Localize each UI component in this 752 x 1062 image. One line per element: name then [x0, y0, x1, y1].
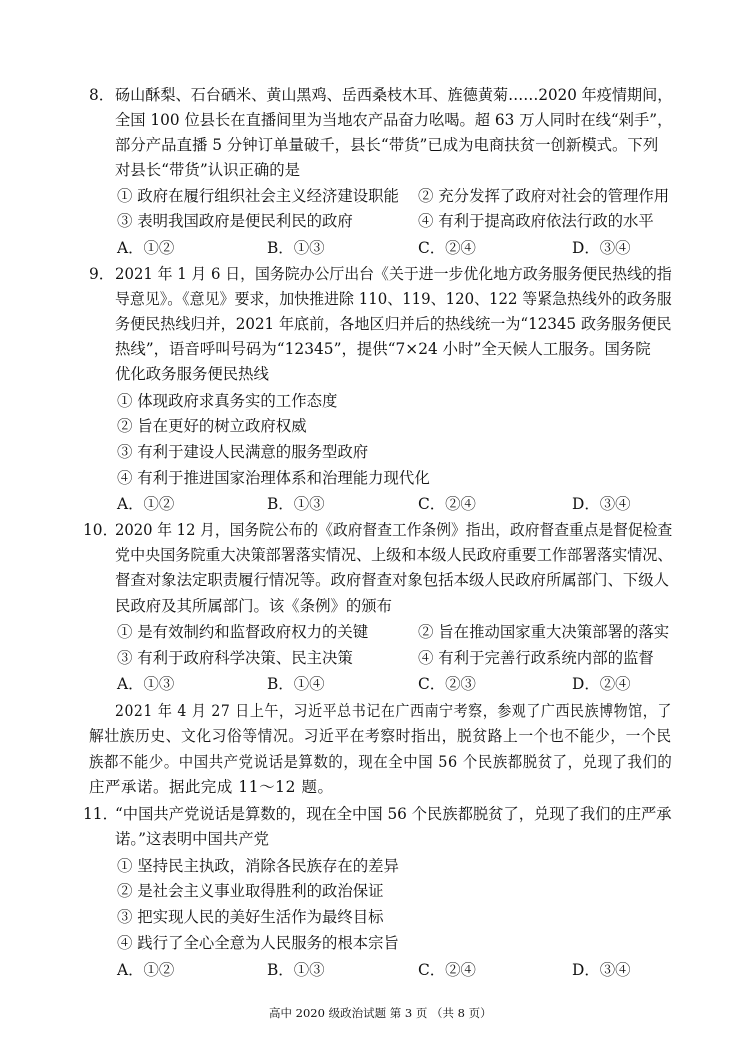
- question-number: 8．: [89, 86, 115, 104]
- answer-choice-d: D．③④: [572, 961, 631, 979]
- option-statement: ② 充分发挥了政府对社会的管理作用: [418, 187, 670, 205]
- question-text-line: 部分产品直播 5 分钟订单量破千，县长“带货”已成为电商扶贫一创新模式。下列: [115, 136, 659, 154]
- answer-choice-d: D．③④: [572, 495, 631, 513]
- answer-choice-a: A．①②: [117, 495, 175, 513]
- material-text-line: 族都不能少。中国共产党说话是算数的，现在全中国 56 个民族都脱贫了，兑现了我们的: [89, 753, 673, 771]
- answer-choice-b: B．①③: [267, 239, 325, 257]
- question-text-line: “中国共产党说话是算数的，现在全中国 56 个民族都脱贫了，兑现了我们的庄严承: [115, 805, 672, 823]
- option-statement: ③ 表明我国政府是便民利民的政府: [117, 212, 353, 230]
- question-text-line: 优化政务服务便民热线: [115, 365, 269, 383]
- question-number: 10．: [83, 521, 118, 539]
- answer-choice-c: C．②③: [418, 675, 476, 693]
- option-statement: ① 政府在履行组织社会主义经济建设职能: [117, 187, 399, 205]
- answer-choice-a: A．①②: [117, 239, 175, 257]
- option-statement: ① 坚持民主执政，消除各民族存在的差异: [117, 857, 399, 875]
- question-text-line: 导意见》。《意见》要求，加快推进除 110、119、120、122 等紧急热线外的政务服: [115, 290, 672, 308]
- option-statement: ① 是有效制约和监督政府权力的关键: [117, 623, 369, 641]
- option-statement: ④ 有利于完善行政系统内部的监督: [418, 649, 654, 667]
- option-statement: ③ 有利于政府科学决策、民主决策: [117, 649, 353, 667]
- question-text-line: 热线”，语音呼叫号码为“12345”，提供“7×24 小时”全天候人工服务。国务院: [115, 340, 651, 358]
- question-text-line: 诺。”这表明中国共产党: [115, 830, 270, 848]
- material-text-line: 2021 年 4 月 27 日上午，习近平总书记在广西南宁考察，参观了广西民族博物馆，了: [115, 702, 672, 720]
- material-text-line: 解壮族历史、文化习俗等情况。习近平在考察时指出，脱贫路上一个也不能少，一个民: [89, 727, 672, 745]
- question-text-line: 民政府及其所属部门。该《条例》的颁布: [115, 597, 393, 615]
- answer-choice-c: C．②④: [418, 239, 476, 257]
- option-statement: ③ 有利于建设人民满意的服务型政府: [117, 443, 369, 461]
- question-number: 11．: [83, 805, 118, 823]
- answer-choice-d: D．②④: [572, 675, 631, 693]
- question-text-line: 党中央国务院重大决策部署落实情况、上级和本级人民政府重要工作部署落实情况、: [115, 546, 673, 564]
- answer-choice-b: B．①③: [267, 495, 325, 513]
- question-text-line: 2021 年 1 月 6 日，国务院办公厅出台《关于进一步优化地方政务服务便民热线的指: [115, 265, 672, 283]
- answer-choice-a: A．①③: [117, 675, 175, 693]
- question-text-line: 全国 100 位县长在直播间里为当地农产品奋力吆喝。超 63 万人同时在线“剁手”，: [115, 111, 673, 129]
- option-statement: ② 旨在推动国家重大决策部署的落实: [418, 623, 670, 641]
- question-text-line: 2020 年 12 月，国务院公布的《政府督查工作条例》指出，政府督查重点是督促检查: [115, 521, 673, 539]
- option-statement: ③ 把实现人民的美好生活作为最终目标: [117, 908, 384, 926]
- answer-choice-c: C．②④: [418, 495, 476, 513]
- question-text-line: 务便民热线归并，2021 年底前，各地区归并后的热线统一为“12345 政务服务便民: [115, 315, 672, 333]
- page-footer: 高中 2020 级政治试题 第 3 页 （共 8 页）: [269, 1006, 492, 1020]
- answer-choice-b: B．①④: [267, 675, 325, 693]
- question-text-line: 对县长“带货”认识正确的是: [115, 161, 301, 179]
- option-statement: ④ 践行了全心全意为人民服务的根本宗旨: [117, 934, 399, 952]
- option-statement: ① 体现政府求真务实的工作态度: [117, 392, 338, 410]
- answer-choice-b: B．①③: [267, 961, 325, 979]
- answer-choice-c: C．②④: [418, 961, 476, 979]
- question-number: 9．: [89, 265, 115, 283]
- answer-choice-a: A．①②: [117, 961, 175, 979]
- option-statement: ② 是社会主义事业取得胜利的政治保证: [117, 882, 384, 900]
- material-text-line: 庄严承诺。据此完成 11～12 题。: [89, 778, 334, 796]
- option-statement: ④ 有利于推进国家治理体系和治理能力现代化: [117, 469, 430, 487]
- question-text-line: 督查对象法定职责履行情况等。政府督查对象包括本级人民政府所属部门、下级人: [115, 571, 670, 589]
- answer-choice-d: D．③④: [572, 239, 631, 257]
- option-statement: ④ 有利于提高政府依法行政的水平: [418, 212, 654, 230]
- option-statement: ② 旨在更好的树立政府权威: [117, 417, 307, 435]
- question-text-line: 砀山酥梨、石台硒米、黄山黑鸡、岳西桑枝木耳、旌德黄菊……2020 年疫情期间，: [115, 86, 673, 104]
